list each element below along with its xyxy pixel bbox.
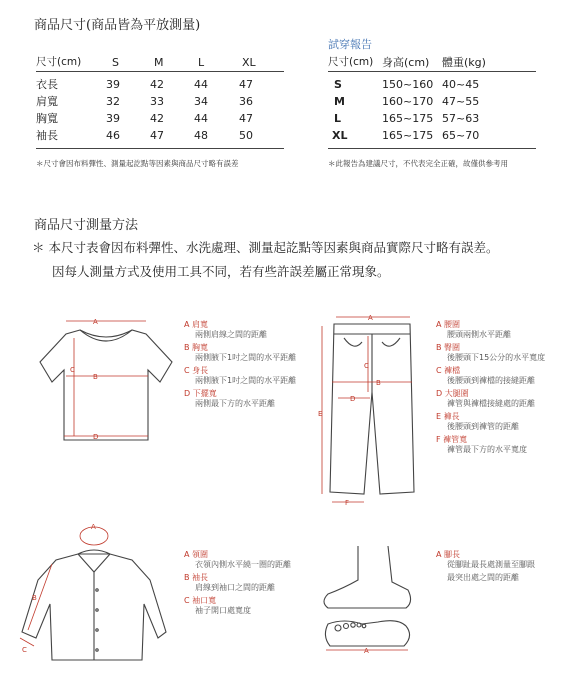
pants-label-b: B xyxy=(376,379,381,387)
legend-title: D 下擺寬 xyxy=(184,389,217,398)
legend-title: A 領圍 xyxy=(184,550,209,559)
cell: 50 xyxy=(239,129,253,142)
shirt-label-c: C xyxy=(22,646,27,654)
method-line-1: ＊ 本尺寸表會因布料彈性、水洗處理、測量起訖點等因素與商品實際尺寸略有誤差。 xyxy=(32,240,499,255)
shirt-legend xyxy=(184,550,291,619)
row-label: 胸寬 xyxy=(36,112,58,125)
cell: 32 xyxy=(106,95,120,108)
size-table-note: ＊尺寸會因布料彈性、測量起訖點等因素與商品尺寸略有誤差 xyxy=(36,159,239,168)
legend-title: C 身長 xyxy=(184,366,209,375)
method-line-2: 因每人測量方式及使用工具不同，若有些許誤差屬正常現象。 xyxy=(52,264,390,279)
legend-desc: 兩側腋下1吋之間的水平距離 xyxy=(195,376,297,385)
row-label: L xyxy=(334,112,342,125)
cell: 165~175 xyxy=(382,112,434,125)
row-label: 肩寬 xyxy=(36,95,58,108)
cell: 57~63 xyxy=(442,112,480,125)
legend-title: A 腰圍 xyxy=(436,320,461,329)
tshirt-label-c: C xyxy=(70,366,75,374)
shirt-label-a: A xyxy=(91,523,96,531)
foot-legend xyxy=(436,550,535,586)
pants-label-e: E xyxy=(318,410,323,418)
legend-desc: 最突出處之間的距離 xyxy=(447,573,519,582)
pants-label-c: C xyxy=(364,362,369,370)
legend-title: C 褲檔 xyxy=(436,366,461,375)
legend-desc: 腰頭兩側水平距離 xyxy=(447,330,511,339)
tshirt-diagram xyxy=(36,312,176,462)
tshirt-label-d: D xyxy=(93,433,99,441)
legend-desc: 後腰頭下15公分的水平寬度 xyxy=(447,353,546,362)
tshirt-legend xyxy=(184,320,296,412)
legend-desc: 從腳趾最長處測量至腳跟 xyxy=(447,560,535,569)
header-weight: 體重(kg) xyxy=(442,56,486,69)
legend-title: D 大腿圍 xyxy=(436,389,469,398)
legend-title: B 臀圍 xyxy=(436,343,461,352)
tshirt-label-b: B xyxy=(93,373,98,381)
cell: 65~70 xyxy=(442,129,480,142)
legend-desc: 褲管最下方的水平寬度 xyxy=(447,445,527,454)
size-table xyxy=(36,56,286,166)
legend-desc: 袖子開口處寬度 xyxy=(195,606,251,615)
fit-report-title: 試穿報告 xyxy=(328,38,372,51)
foot-label-a: A xyxy=(364,647,369,655)
fit-report-note: ＊此報告為建議尺寸，不代表完全正確，故僅供參考用 xyxy=(328,159,508,168)
cell: 34 xyxy=(194,95,208,108)
pants-label-f: F xyxy=(345,499,350,507)
row-label: S xyxy=(334,78,342,91)
shirt-label-b: B xyxy=(32,594,37,602)
header-l: L xyxy=(198,56,205,69)
cell: 39 xyxy=(106,78,120,91)
legend-desc: 兩側肩線之間的距離 xyxy=(195,330,267,339)
size-table-title: 商品尺寸(商品皆為平放測量) xyxy=(34,18,201,33)
cell: 44 xyxy=(194,78,208,91)
cell: 42 xyxy=(150,112,164,125)
pants-legend xyxy=(436,320,545,458)
header-xl: XL xyxy=(242,56,256,69)
row-label: 袖長 xyxy=(36,129,58,142)
row-label: 衣長 xyxy=(36,78,58,91)
cell: 160~170 xyxy=(382,95,434,108)
header-s: S xyxy=(112,56,119,69)
cell: 46 xyxy=(106,129,120,142)
cell: 39 xyxy=(106,112,120,125)
cell: 40~45 xyxy=(442,78,480,91)
method-title: 商品尺寸測量方法 xyxy=(34,218,139,233)
row-label: XL xyxy=(332,129,348,142)
shirt-diagram xyxy=(16,520,166,660)
header-size: 尺寸(cm) xyxy=(328,56,374,68)
legend-title: A 腳長 xyxy=(436,550,461,559)
header-m: M xyxy=(154,56,164,69)
cell: 42 xyxy=(150,78,164,91)
legend-title: E 褲長 xyxy=(436,412,460,421)
tshirt-label-a: A xyxy=(93,318,98,326)
foot-diagram xyxy=(318,540,428,670)
cell: 47 xyxy=(239,112,253,125)
legend-desc: 衣領內側水平繞一圈的距離 xyxy=(195,560,291,569)
header-height: 身高(cm) xyxy=(382,56,430,69)
header-size: 尺寸(cm) xyxy=(36,56,82,68)
pants-label-a: A xyxy=(368,314,373,322)
legend-title: B 袖長 xyxy=(184,573,209,582)
cell: 48 xyxy=(194,129,208,142)
cell: 165~175 xyxy=(382,129,434,142)
row-label: M xyxy=(334,95,345,108)
cell: 150~160 xyxy=(382,78,434,91)
legend-desc: 兩側最下方的水平距離 xyxy=(195,399,275,408)
legend-title: B 胸寬 xyxy=(184,343,209,352)
legend-desc: 肩線到袖口之間的距離 xyxy=(195,583,275,592)
cell: 47 xyxy=(239,78,253,91)
cell: 36 xyxy=(239,95,253,108)
legend-title: C 袖口寬 xyxy=(184,596,217,605)
pants-label-d: D xyxy=(350,395,356,403)
legend-title: A 肩寬 xyxy=(184,320,209,329)
cell: 33 xyxy=(150,95,164,108)
legend-desc: 褲管與褲檔接縫處的距離 xyxy=(447,399,535,408)
fit-report-table xyxy=(328,56,538,166)
legend-desc: 後腰頭到褲檔的接縫距離 xyxy=(447,376,535,385)
legend-title: F 褲管寬 xyxy=(436,435,468,444)
size-table-header xyxy=(36,55,284,70)
pants-diagram xyxy=(318,312,428,512)
cell: 47~55 xyxy=(442,95,480,108)
cell: 44 xyxy=(194,112,208,125)
legend-desc: 兩側腋下1吋之間的水平距離 xyxy=(195,353,297,362)
cell: 47 xyxy=(150,129,164,142)
legend-desc: 後腰頭到褲管的距離 xyxy=(447,422,519,431)
